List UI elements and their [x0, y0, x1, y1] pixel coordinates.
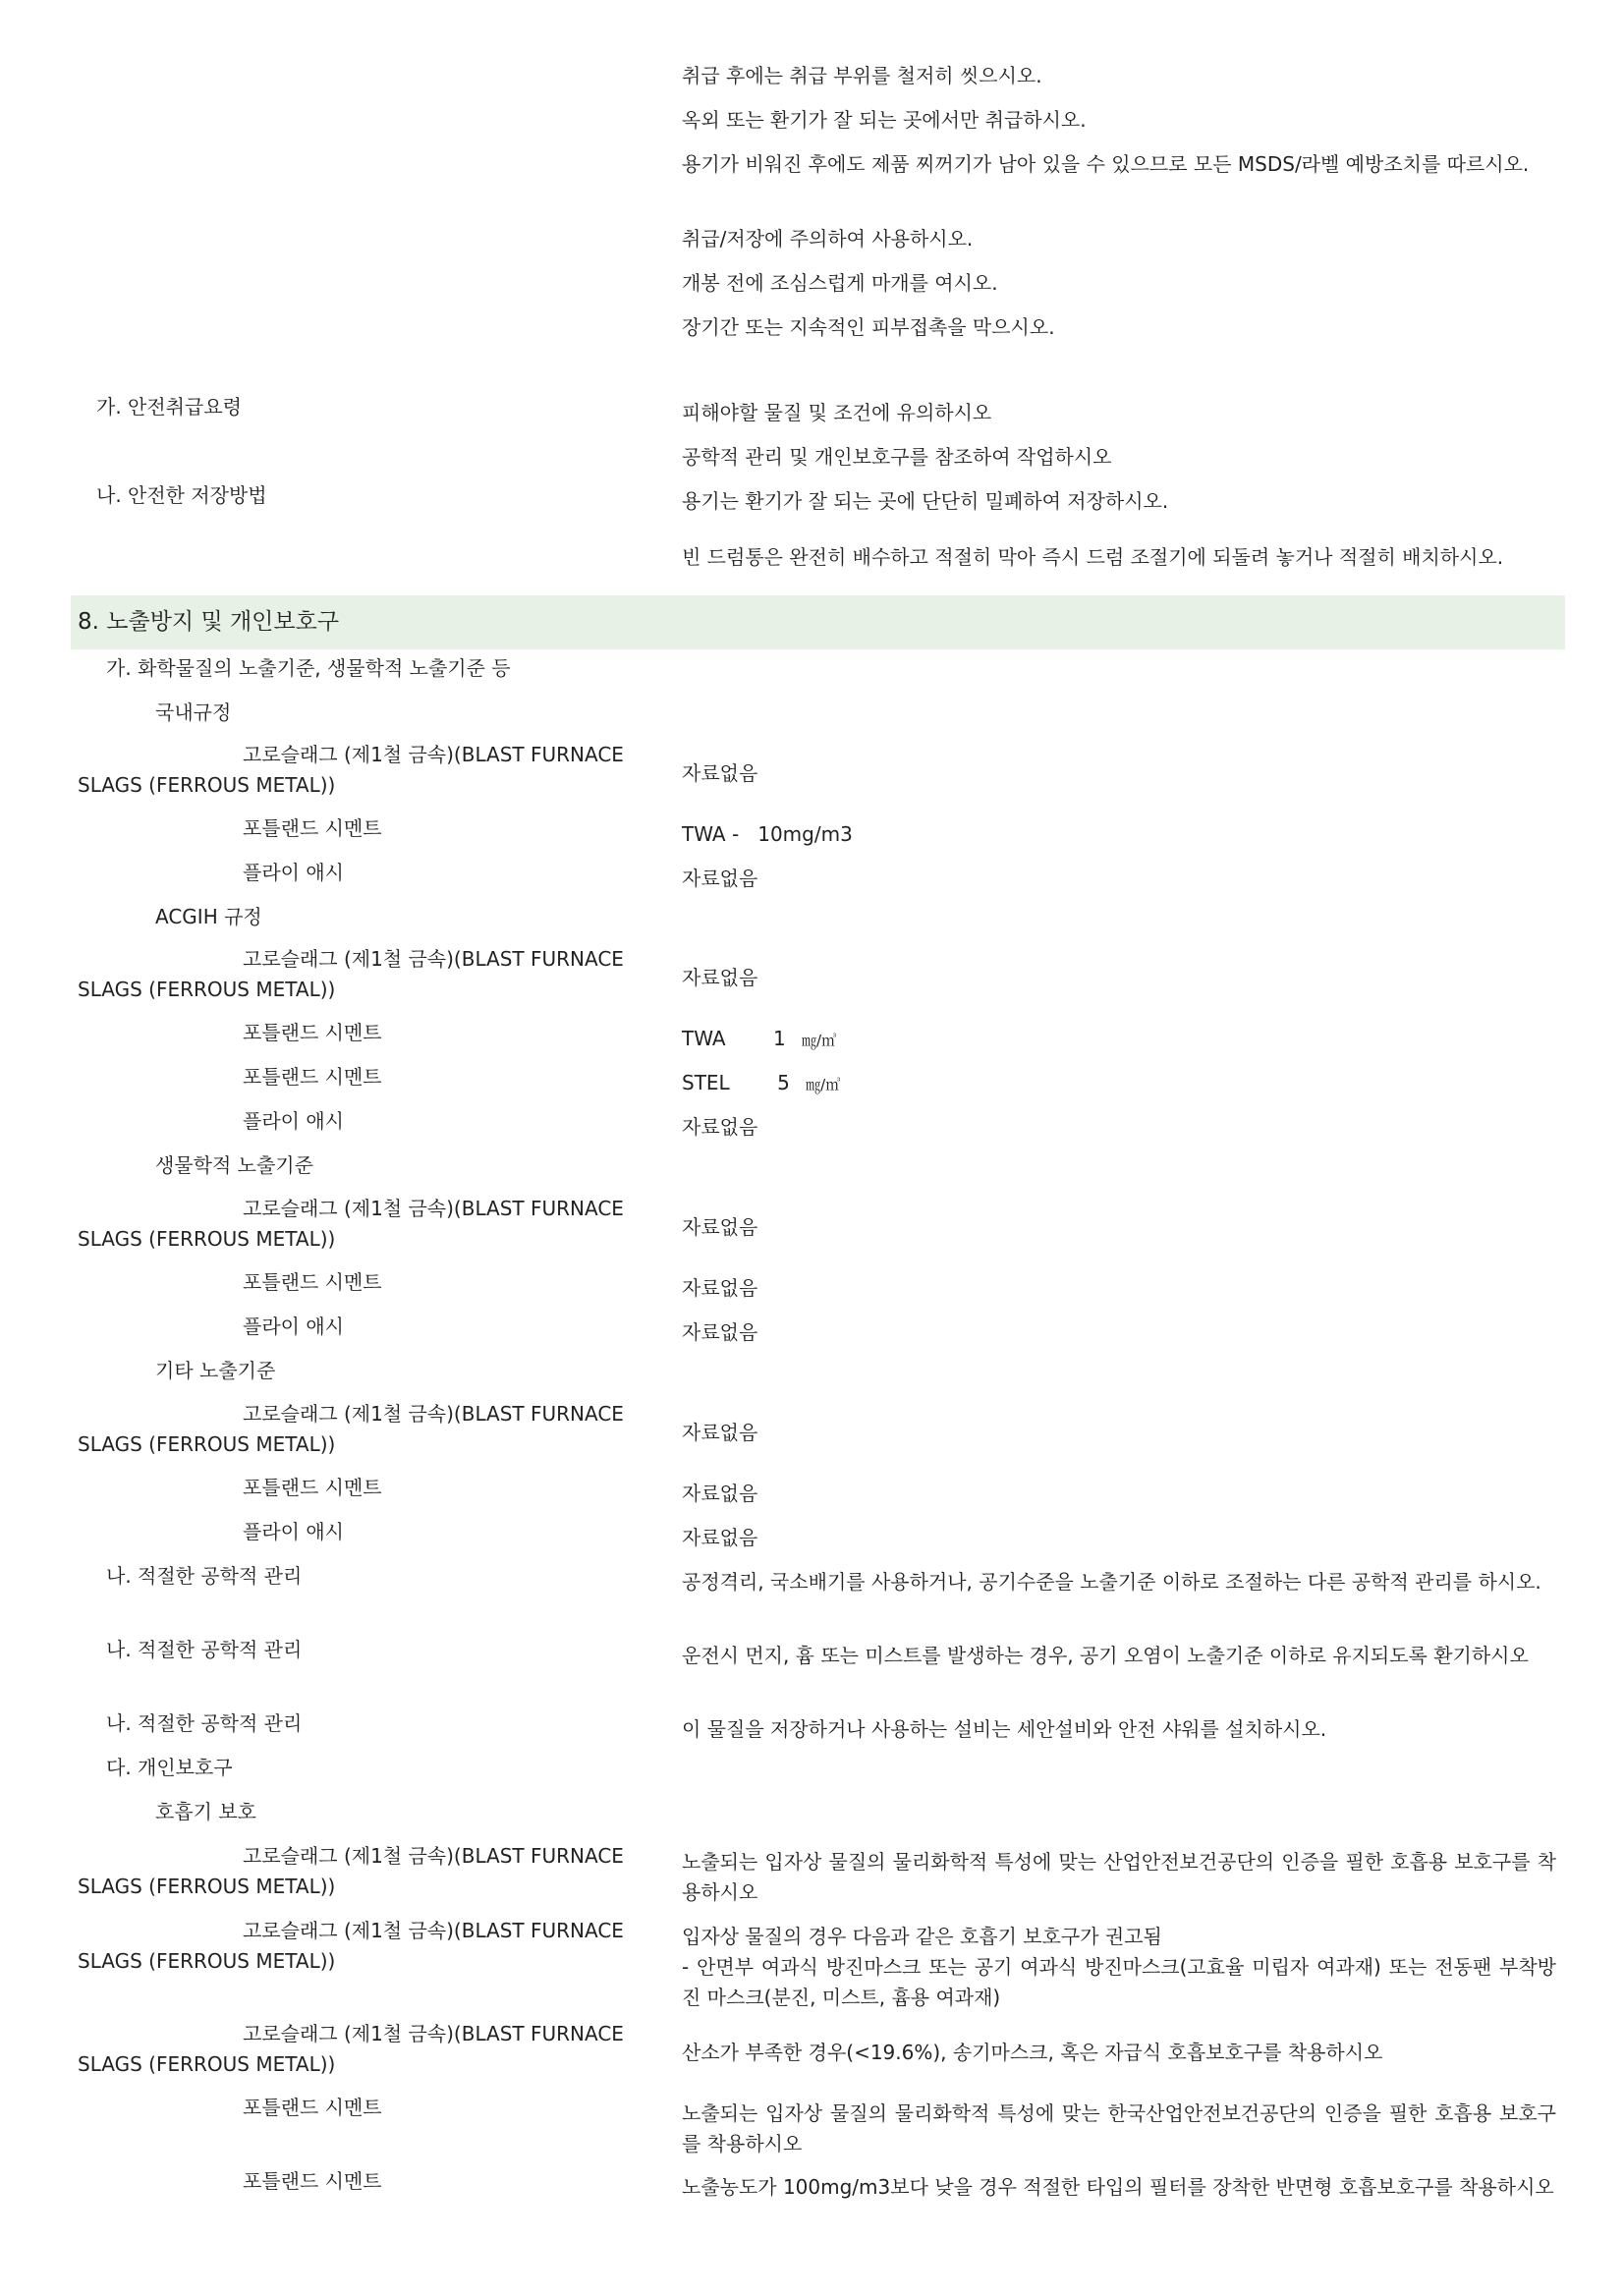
value-no-data: 자료없음	[682, 1482, 758, 1505]
substance-cement: 포틀랜드 시멘트	[243, 1270, 382, 1294]
substance-cement: 포틀랜드 시멘트	[243, 2169, 382, 2193]
acgih-heading: ACGIH 규정	[155, 905, 262, 928]
engineering-label: 나. 적절한 공학적 관리	[106, 1564, 303, 1588]
value-no-data: 자료없음	[682, 1115, 758, 1139]
domestic-heading: 국내규정	[155, 700, 232, 724]
value-twa: TWA - 10mg/m3	[682, 822, 853, 846]
respiratory-item: 산소가 부족한 경우(<19.6%), 송기마스크, 혹은 자급식 호흡보호구를 착용하시오	[682, 2041, 1383, 2064]
twa-label: TWA	[682, 1027, 726, 1050]
substance-slag: SLAGS (FERROUS METAL))	[78, 1227, 336, 1251]
substance-slag: SLAGS (FERROUS METAL))	[78, 773, 336, 797]
respiratory-item: - 안면부 여과식 방진마스크 또는 공기 여과식 방진마스크(고효율 미립자 여과재) 또는 전동팬 부착방진 마스크(분진, 미스트, 흄용 여과재)	[682, 1955, 1556, 2009]
safe-handling-item: 피해야할 물질 및 조건에 유의하시오	[682, 401, 992, 424]
substance-flyash: 플라이 애시	[243, 1520, 344, 1543]
substance-slag: SLAGS (FERROUS METAL))	[78, 1875, 336, 1898]
value-stel	[682, 1068, 840, 1100]
handling-item: 용기가 비워진 후에도 제품 찌꺼기가 남아 있을 수 있으므로 모든 MSDS/라벨 예방조치를 따르시오.	[682, 152, 1530, 176]
substance-flyash: 플라이 애시	[243, 1315, 344, 1338]
section-8-title: 8. 노출방지 및 개인보호구	[78, 609, 340, 635]
stel-label: STEL	[682, 1071, 730, 1094]
substance-slag: 고로슬래그 (제1철 금속)(BLAST FURNACE	[243, 1402, 624, 1426]
substance-slag: 고로슬래그 (제1철 금속)(BLAST FURNACE	[243, 947, 624, 971]
value-no-data: 자료없음	[682, 761, 758, 785]
value-no-data: 자료없음	[682, 1276, 758, 1300]
safe-storage-item: 빈 드럼통은 완전히 배수하고 적절히 막아 즉시 드럼 조절기에 되돌려 놓거나 적절히 배치하시오.	[682, 545, 1504, 569]
value-no-data: 자료없음	[682, 1215, 758, 1239]
substance-cement: 포틀랜드 시멘트	[243, 816, 382, 840]
safe-storage-label: 나. 안전한 저장방법	[96, 483, 267, 507]
engineering-label: 나. 적절한 공학적 관리	[106, 1638, 303, 1661]
safe-handling-label: 가. 안전취급요령	[96, 395, 242, 419]
respiratory-item: 노출되는 입자상 물질의 물리화학적 특성에 맞는 산업안전보건공단의 인증을 필한 호흡용 보호구를 착용하시오	[682, 1850, 1556, 1904]
handling-item: 취급/저장에 주의하여 사용하시오.	[682, 227, 974, 251]
substance-slag: 고로슬래그 (제1철 금속)(BLAST FURNACE	[243, 1197, 624, 1220]
respiratory-heading: 호흡기 보호	[155, 1800, 256, 1823]
respiratory-item: 입자상 물질의 경우 다음과 같은 호흡기 보호구가 권고됨	[682, 1925, 1162, 1948]
substance-slag: SLAGS (FERROUS METAL))	[78, 2052, 336, 2076]
substance-slag: 고로슬래그 (제1철 금속)(BLAST FURNACE	[243, 1919, 624, 1942]
value-no-data: 자료없음	[682, 1421, 758, 1444]
handling-item: 장기간 또는 지속적인 피부접촉을 막으시오.	[682, 315, 1055, 339]
substance-slag: SLAGS (FERROUS METAL))	[78, 978, 336, 1001]
substance-slag: SLAGS (FERROUS METAL))	[78, 1949, 336, 1973]
other-heading: 기타 노출기준	[155, 1359, 276, 1382]
substance-slag: SLAGS (FERROUS METAL))	[78, 1432, 336, 1456]
value-twa	[682, 1024, 836, 1056]
substance-slag: 고로슬래그 (제1철 금속)(BLAST FURNACE	[243, 743, 624, 766]
engineering-label: 나. 적절한 공학적 관리	[106, 1711, 303, 1735]
substance-flyash: 플라이 애시	[243, 1109, 344, 1133]
section-8-header	[71, 595, 1565, 649]
twa-value: 1	[772, 1027, 786, 1050]
substance-cement: 포틀랜드 시멘트	[243, 2096, 382, 2119]
value-no-data: 자료없음	[682, 1526, 758, 1549]
respiratory-item: 노출농도가 100mg/m3보다 낮을 경우 적절한 타입의 필터를 장착한 반면형 호흡보호구를 착용하시오	[682, 2175, 1554, 2199]
handling-item: 취급 후에는 취급 부위를 철저히 씻으시오.	[682, 64, 1042, 87]
value-no-data: 자료없음	[682, 1320, 758, 1344]
engineering-item: 운전시 먼지, 흄 또는 미스트를 발생하는 경우, 공기 오염이 노출기준 이하로 유지되도록 환기하시오	[682, 1644, 1529, 1667]
handling-item: 개봉 전에 조심스럽게 마개를 여시오.	[682, 271, 998, 295]
engineering-item: 공정격리, 국소배기를 사용하거나, 공기수준을 노출기준 이하로 조절하는 다른 공학적 관리를 하시오.	[682, 1570, 1541, 1594]
value-no-data: 자료없음	[682, 966, 758, 989]
substance-cement: 포틀랜드 시멘트	[243, 1021, 382, 1044]
stel-value: 5	[777, 1071, 790, 1094]
substance-slag: 고로슬래그 (제1철 금속)(BLAST FURNACE	[243, 2022, 624, 2045]
value-no-data: 자료없음	[682, 867, 758, 890]
twa-unit: ㎎/㎥	[802, 1032, 837, 1049]
substance-flyash: 플라이 애시	[243, 861, 344, 884]
stel-unit: ㎎/㎥	[806, 1076, 841, 1093]
engineering-item: 이 물질을 저장하거나 사용하는 설비는 세안설비와 안전 샤워를 설치하시오.	[682, 1717, 1327, 1741]
substance-cement: 포틀랜드 시멘트	[243, 1476, 382, 1499]
bio-heading: 생물학적 노출기준	[155, 1153, 313, 1177]
substance-cement: 포틀랜드 시멘트	[243, 1065, 382, 1089]
respiratory-item: 노출되는 입자상 물질의 물리화학적 특성에 맞는 한국산업안전보건공단의 인증을 필한 호흡용 보호구를 착용하시오	[682, 2101, 1556, 2156]
substance-slag: 고로슬래그 (제1철 금속)(BLAST FURNACE	[243, 1844, 624, 1868]
safe-handling-item: 공학적 관리 및 개인보호구를 참조하여 작업하시오	[682, 445, 1112, 469]
safe-storage-item: 용기는 환기가 잘 되는 곳에 단단히 밀폐하여 저장하시오.	[682, 489, 1169, 513]
ppe-heading: 다. 개인보호구	[106, 1756, 233, 1779]
handling-item: 옥외 또는 환기가 잘 되는 곳에서만 취급하시오.	[682, 108, 1087, 132]
exposure-heading: 가. 화학물질의 노출기준, 생물학적 노출기준 등	[106, 656, 511, 680]
